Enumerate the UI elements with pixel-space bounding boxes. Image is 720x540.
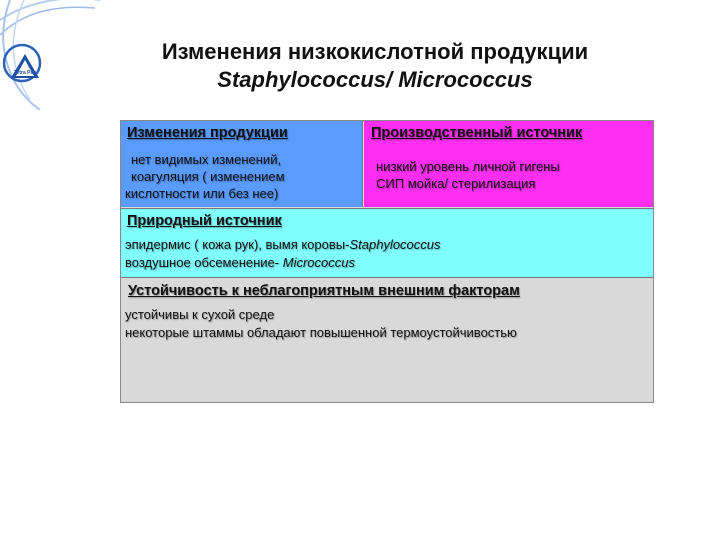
changes-line-2: коагуляция ( изменением (131, 169, 285, 184)
logo-icon (8, 52, 42, 82)
natural-source-line-2-organism: Micrococcus (282, 255, 355, 270)
changes-heading: Изменения продукции (127, 125, 288, 141)
changes-cell (121, 121, 363, 207)
slide-title (95, 38, 655, 94)
natural-source-line-2 (125, 254, 355, 271)
resistance-line-2: некоторые штаммы обладают повышенной термоустойчивостью (125, 325, 517, 340)
production-source-line-1: низкий уровень личной гигены (376, 159, 560, 174)
table-row-1 (121, 121, 653, 207)
resistance-row (121, 278, 653, 402)
production-source-heading: Производственный источник (371, 125, 583, 141)
natural-source-row (121, 208, 653, 278)
tetra-pak-logo (8, 52, 42, 82)
title-line-1: Изменения низкокислотной продукции (161, 39, 589, 64)
natural-source-line-1-text: эпидермис ( кожа рук), вымя коровы- (125, 237, 350, 252)
production-source-line-2: СИП мойка/ стерилизация (376, 176, 536, 191)
natural-source-heading: Природный источник (127, 213, 282, 229)
production-source-cell (364, 121, 653, 207)
title-line-2: Staphylococcus/ Micrococcus (217, 67, 533, 92)
info-table (120, 120, 654, 403)
changes-line-3: кислотности или без нее) (125, 186, 279, 201)
logo-text: Tetra Pak (13, 70, 37, 76)
natural-source-line-1-organism: Staphylococcus (349, 237, 441, 252)
natural-source-line-1 (125, 236, 441, 253)
resistance-heading: Устойчивость к неблагоприятным внешним факторам (128, 283, 520, 299)
changes-line-1: нет видимых изменений, (131, 152, 282, 167)
resistance-line-1: устойчивы к сухой среде (125, 307, 275, 322)
natural-source-line-2-text: воздушное обсеменение- (125, 255, 283, 270)
